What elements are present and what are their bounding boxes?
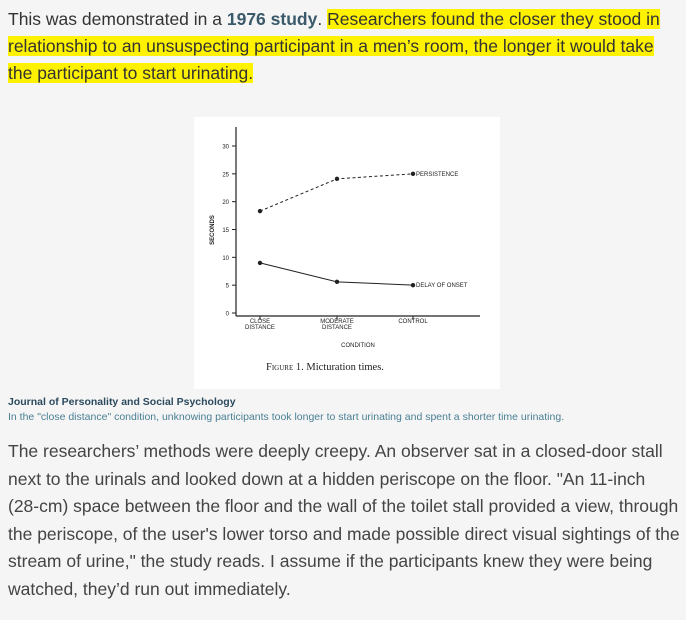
- caption-source: Journal of Personality and Social Psychology: [8, 396, 236, 408]
- y-tick-label: 30: [222, 144, 229, 151]
- data-point: [335, 177, 339, 181]
- y-tick-label: 25: [222, 172, 229, 179]
- figure-title: [266, 362, 384, 373]
- y-tick-label: 5: [225, 283, 229, 290]
- intro-text: This was demonstrated in a: [8, 9, 227, 29]
- highlighted-text[interactable]: Researchers found the closer they stood in relationship to an unsuspecting participant in a men’s room, the longer it would take the participant to start urinating.: [8, 9, 660, 83]
- x-tick-label: CLOSE: [249, 319, 271, 325]
- y-tick-label: 20: [222, 200, 229, 207]
- data-point: [411, 283, 415, 287]
- data-point: [258, 209, 262, 213]
- intro-paragraph: [8, 6, 680, 87]
- x-tick-label: DISTANCE: [322, 325, 352, 331]
- y-tick-label: 10: [222, 255, 229, 262]
- series-label: PERSISTENCE: [416, 171, 459, 178]
- data-point: [258, 261, 262, 265]
- x-tick-label: MODERATE: [320, 319, 354, 325]
- micturation-chart: [194, 117, 500, 389]
- data-point: [335, 280, 339, 284]
- figure-image: [194, 117, 500, 389]
- study-link[interactable]: 1976 study: [226, 9, 318, 29]
- y-axis-label: SECONDS: [210, 215, 216, 245]
- data-point: [411, 172, 415, 176]
- figure-title-prefix: Figure: [266, 362, 294, 373]
- intro-period: .: [317, 9, 323, 29]
- x-tick-label: CONTROL: [398, 319, 428, 325]
- y-tick-label: 0: [225, 311, 229, 318]
- body-paragraph: The researchers’ methods were deeply creepy. An observer sat in a closed-door stall next to the urinals and looked down at a hidden periscope on the floor. "An 11-inch (28-cm) space between the floor and the wall of the toilet stall provided a view, through the periscope, of the user's lower torso and made possible direct visual sightings of the stream of urine," the study reads. I assume if the participants knew they were being watched, they’d run out immediately.: [8, 441, 680, 599]
- y-tick-label: 15: [222, 228, 229, 234]
- x-tick-label: DISTANCE: [245, 325, 275, 331]
- x-axis-label: CONDITION: [341, 343, 375, 349]
- series-label: DELAY OF ONSET: [416, 283, 468, 290]
- figure-title-rest: 1. Micturation times.: [293, 362, 384, 373]
- caption-text: In the "close distance" condition, unknowing participants took longer to start urinating and spent a shorter time urinating.: [8, 411, 565, 423]
